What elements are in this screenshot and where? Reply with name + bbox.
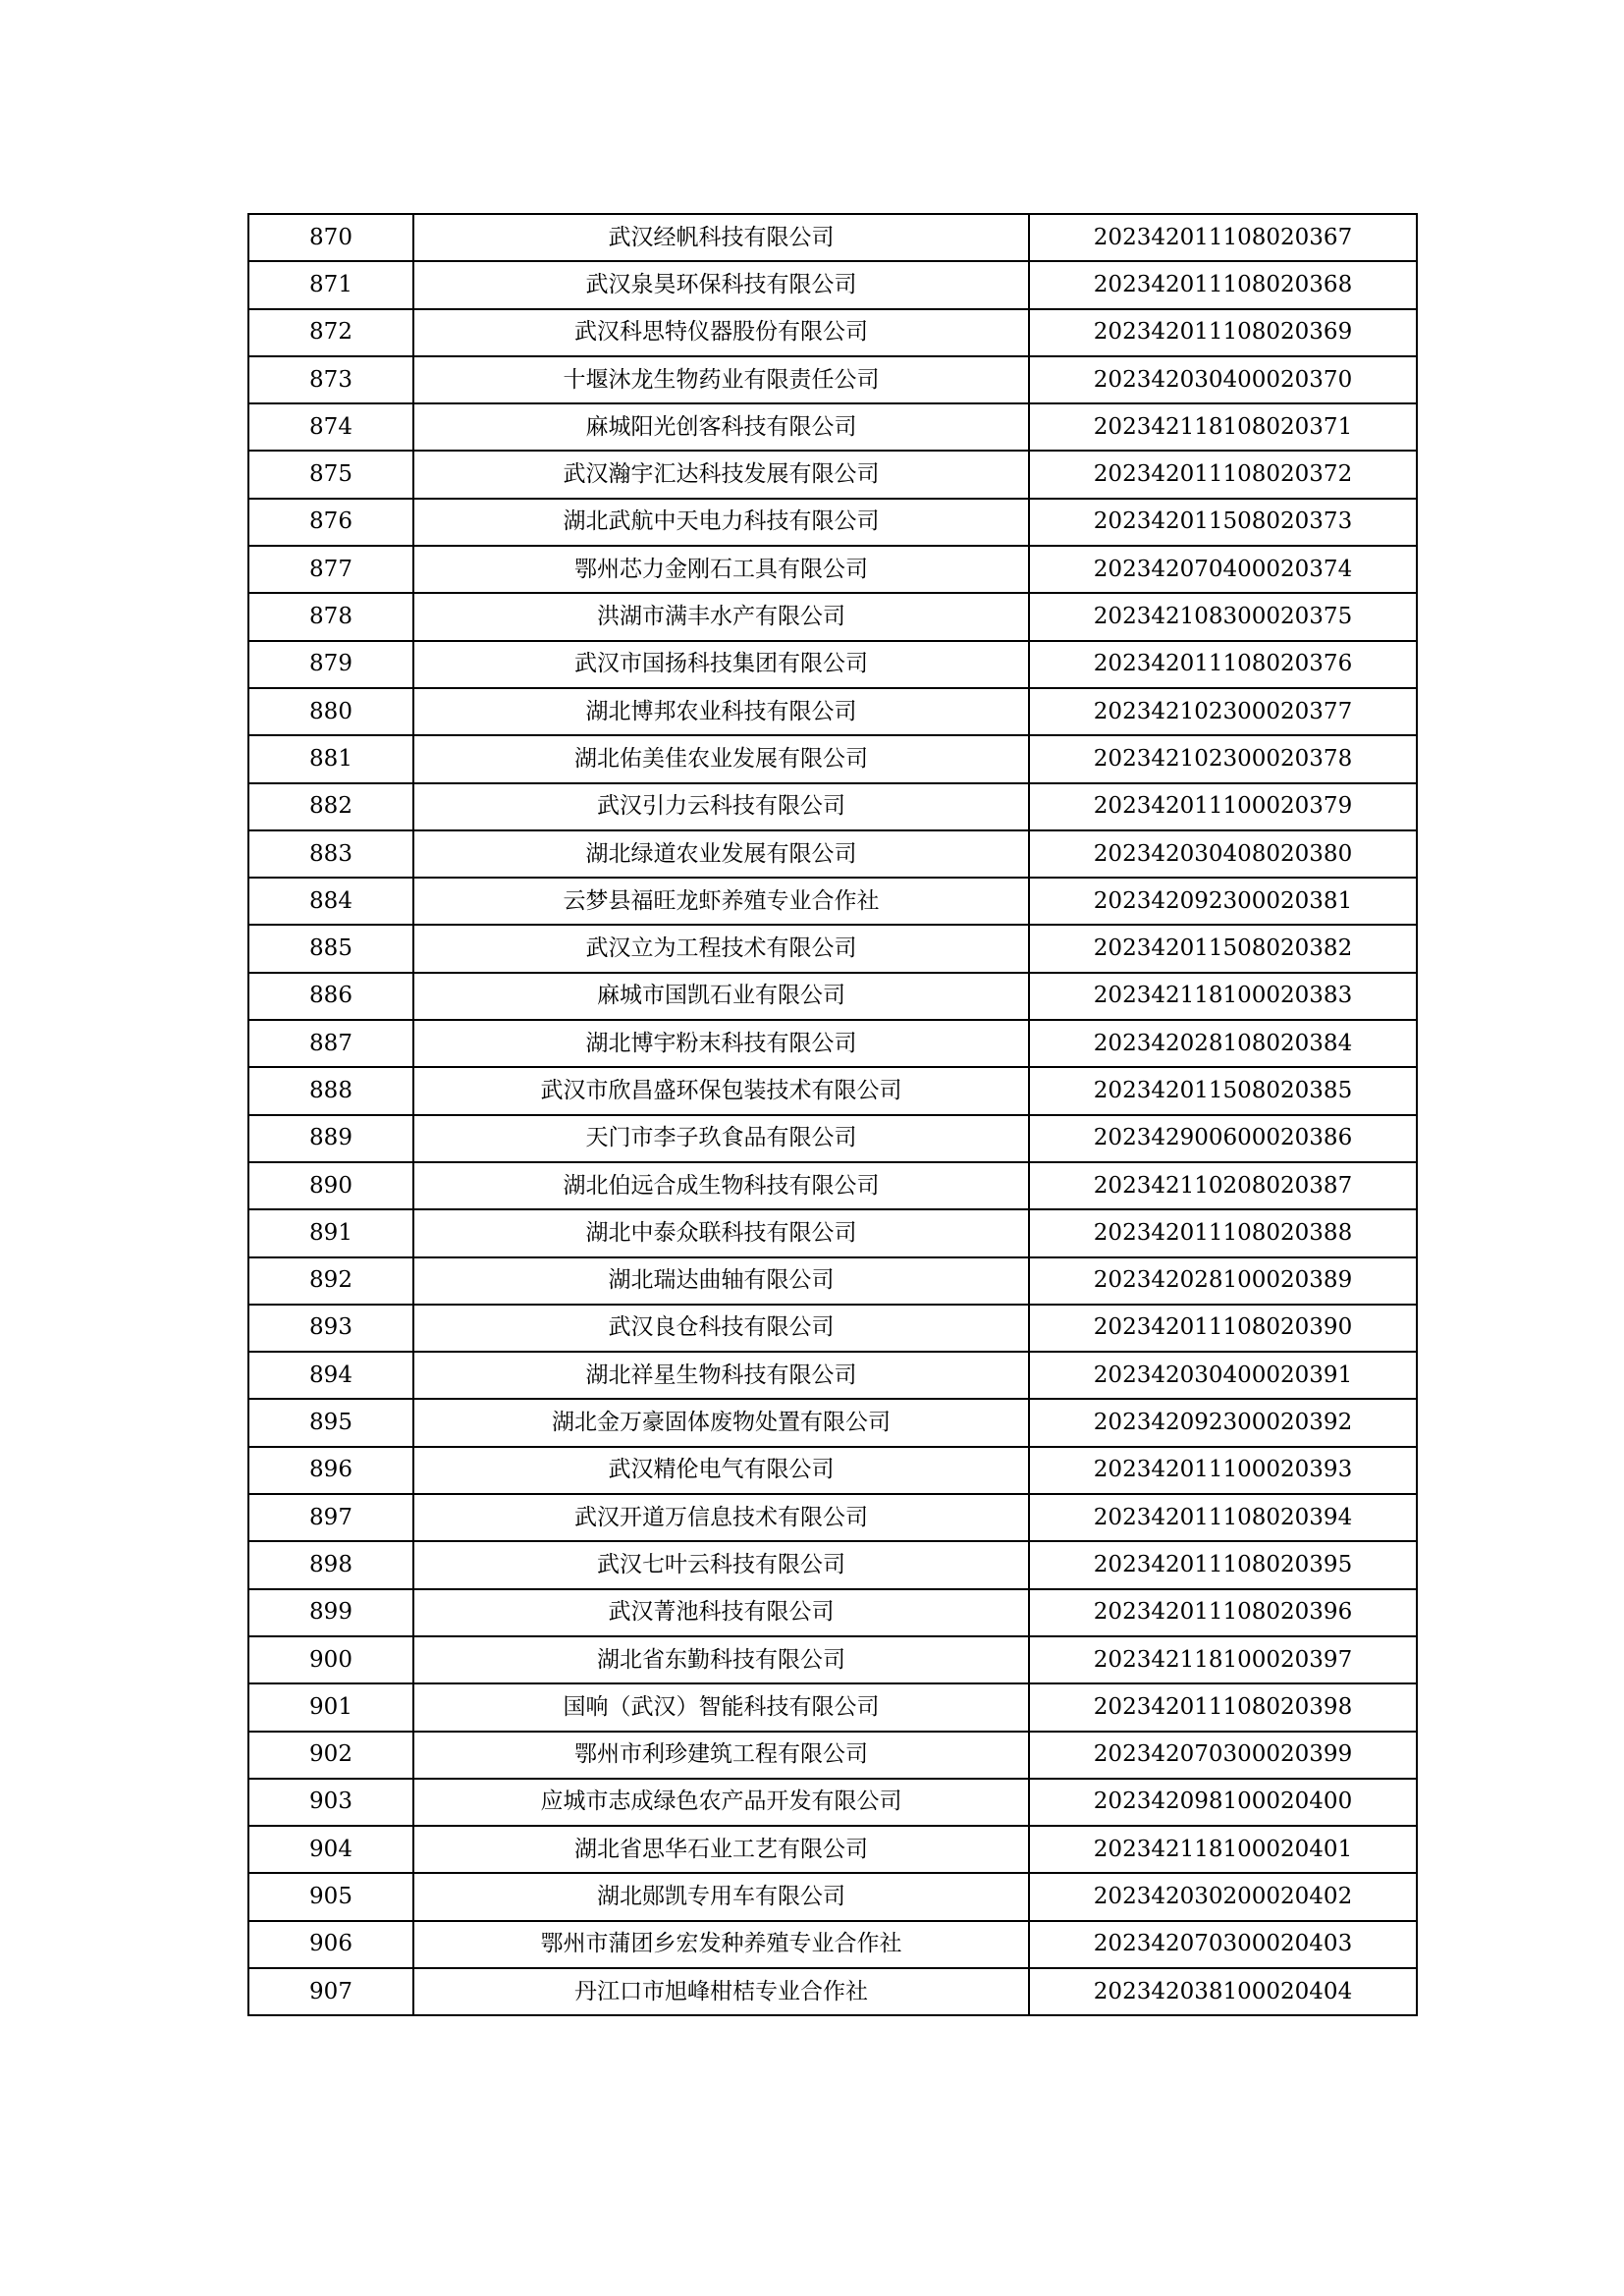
- table-row: [248, 356, 1417, 403]
- row-number-cell: 890: [248, 1162, 413, 1209]
- registration-code-cell: 202342118100020401: [1029, 1826, 1417, 1873]
- table-row: [248, 499, 1417, 546]
- company-name-cell: 武汉精伦电气有限公司: [413, 1447, 1029, 1494]
- row-number-cell: 896: [248, 1447, 413, 1494]
- registration-code-cell: 202342028100020389: [1029, 1257, 1417, 1305]
- company-name-cell: 十堰沐龙生物药业有限责任公司: [413, 356, 1029, 403]
- registration-code-cell: 202342092300020381: [1029, 878, 1417, 925]
- row-number-cell: 870: [248, 214, 413, 261]
- table-body: [248, 214, 1417, 2015]
- company-name-cell: 湖北瑞达曲轴有限公司: [413, 1257, 1029, 1305]
- registration-code-cell: 202342011100020393: [1029, 1447, 1417, 1494]
- registration-code-cell: 202342108300020375: [1029, 593, 1417, 640]
- table-row: [248, 261, 1417, 308]
- company-name-cell: 湖北郧凯专用车有限公司: [413, 1873, 1029, 1920]
- registration-code-cell: 202342118108020371: [1029, 403, 1417, 451]
- registration-code-cell: 202342011108020367: [1029, 214, 1417, 261]
- row-number-cell: 881: [248, 735, 413, 782]
- company-name-cell: 湖北金万豪固体废物处置有限公司: [413, 1399, 1029, 1446]
- row-number-cell: 888: [248, 1067, 413, 1114]
- table-row: [248, 309, 1417, 356]
- row-number-cell: 902: [248, 1732, 413, 1779]
- registration-code-cell: 202342011100020379: [1029, 783, 1417, 830]
- registration-code-cell: 202342011108020396: [1029, 1589, 1417, 1636]
- row-number-cell: 892: [248, 1257, 413, 1305]
- company-name-cell: 武汉开道万信息技术有限公司: [413, 1494, 1029, 1541]
- table-row: [248, 830, 1417, 878]
- company-name-cell: 丹江口市旭峰柑桔专业合作社: [413, 1968, 1029, 2015]
- company-name-cell: 武汉七叶云科技有限公司: [413, 1541, 1029, 1588]
- registration-code-cell: 202342102300020378: [1029, 735, 1417, 782]
- registration-code-cell: 202342011508020373: [1029, 499, 1417, 546]
- company-list-table: [247, 213, 1418, 2016]
- row-number-cell: 879: [248, 641, 413, 688]
- table-row: [248, 1352, 1417, 1399]
- company-name-cell: 鄂州芯力金刚石工具有限公司: [413, 546, 1029, 593]
- company-name-cell: 湖北祥星生物科技有限公司: [413, 1352, 1029, 1399]
- company-name-cell: 麻城市国凯石业有限公司: [413, 973, 1029, 1020]
- row-number-cell: 884: [248, 878, 413, 925]
- company-name-cell: 武汉良仓科技有限公司: [413, 1305, 1029, 1352]
- registration-code-cell: 202342011108020376: [1029, 641, 1417, 688]
- table-row: [248, 1209, 1417, 1256]
- company-name-cell: 湖北伯远合成生物科技有限公司: [413, 1162, 1029, 1209]
- row-number-cell: 874: [248, 403, 413, 451]
- table-row: [248, 1020, 1417, 1067]
- registration-code-cell: 202342011508020382: [1029, 925, 1417, 972]
- registration-code-cell: 202342070300020403: [1029, 1921, 1417, 1968]
- table-row: [248, 1257, 1417, 1305]
- row-number-cell: 886: [248, 973, 413, 1020]
- registration-code-cell: 202342030200020402: [1029, 1873, 1417, 1920]
- registration-code-cell: 202342118100020383: [1029, 973, 1417, 1020]
- row-number-cell: 897: [248, 1494, 413, 1541]
- table-row: [248, 1968, 1417, 2015]
- registration-code-cell: 202342038100020404: [1029, 1968, 1417, 2015]
- registration-code-cell: 202342011108020395: [1029, 1541, 1417, 1588]
- table-row: [248, 735, 1417, 782]
- company-name-cell: 湖北佑美佳农业发展有限公司: [413, 735, 1029, 782]
- registration-code-cell: 202342110208020387: [1029, 1162, 1417, 1209]
- row-number-cell: 894: [248, 1352, 413, 1399]
- table-row: [248, 783, 1417, 830]
- row-number-cell: 903: [248, 1779, 413, 1826]
- row-number-cell: 901: [248, 1683, 413, 1731]
- company-name-cell: 湖北中泰众联科技有限公司: [413, 1209, 1029, 1256]
- registration-code-cell: 202342102300020377: [1029, 688, 1417, 735]
- table-row: [248, 1162, 1417, 1209]
- registration-code-cell: 202342011108020398: [1029, 1683, 1417, 1731]
- company-name-cell: 武汉市欣昌盛环保包装技术有限公司: [413, 1067, 1029, 1114]
- company-name-cell: 湖北省东勤科技有限公司: [413, 1636, 1029, 1683]
- table-row: [248, 925, 1417, 972]
- company-name-cell: 鄂州市蒲团乡宏发种养殖专业合作社: [413, 1921, 1029, 1968]
- registration-code-cell: 202342011108020369: [1029, 309, 1417, 356]
- registration-code-cell: 202342098100020400: [1029, 1779, 1417, 1826]
- table-row: [248, 451, 1417, 498]
- company-name-cell: 云梦县福旺龙虾养殖专业合作社: [413, 878, 1029, 925]
- row-number-cell: 885: [248, 925, 413, 972]
- row-number-cell: 877: [248, 546, 413, 593]
- table-row: [248, 1779, 1417, 1826]
- registration-code-cell: 202342011508020385: [1029, 1067, 1417, 1114]
- registration-code-cell: 202342030400020391: [1029, 1352, 1417, 1399]
- registration-code-cell: 202342070400020374: [1029, 546, 1417, 593]
- table-row: [248, 1589, 1417, 1636]
- company-name-cell: 洪湖市满丰水产有限公司: [413, 593, 1029, 640]
- row-number-cell: 876: [248, 499, 413, 546]
- table-row: [248, 403, 1417, 451]
- company-name-cell: 天门市李子玖食品有限公司: [413, 1115, 1029, 1162]
- row-number-cell: 893: [248, 1305, 413, 1352]
- registration-code-cell: 202342011108020372: [1029, 451, 1417, 498]
- company-name-cell: 湖北省思华石业工艺有限公司: [413, 1826, 1029, 1873]
- table-row: [248, 641, 1417, 688]
- table-row: [248, 1683, 1417, 1731]
- row-number-cell: 873: [248, 356, 413, 403]
- table-row: [248, 878, 1417, 925]
- table-row: [248, 214, 1417, 261]
- table-row: [248, 1873, 1417, 1920]
- company-name-cell: 武汉菁池科技有限公司: [413, 1589, 1029, 1636]
- company-name-cell: 湖北博宇粉末科技有限公司: [413, 1020, 1029, 1067]
- registration-code-cell: 202342011108020388: [1029, 1209, 1417, 1256]
- row-number-cell: 900: [248, 1636, 413, 1683]
- registration-code-cell: 202342011108020390: [1029, 1305, 1417, 1352]
- registration-code-cell: 202342011108020368: [1029, 261, 1417, 308]
- company-name-cell: 湖北绿道农业发展有限公司: [413, 830, 1029, 878]
- table-row: [248, 1399, 1417, 1446]
- company-name-cell: 湖北博邦农业科技有限公司: [413, 688, 1029, 735]
- row-number-cell: 891: [248, 1209, 413, 1256]
- row-number-cell: 889: [248, 1115, 413, 1162]
- table-row: [248, 1115, 1417, 1162]
- row-number-cell: 871: [248, 261, 413, 308]
- row-number-cell: 875: [248, 451, 413, 498]
- company-name-cell: 鄂州市利珍建筑工程有限公司: [413, 1732, 1029, 1779]
- table-row: [248, 1826, 1417, 1873]
- row-number-cell: 895: [248, 1399, 413, 1446]
- company-name-cell: 武汉立为工程技术有限公司: [413, 925, 1029, 972]
- table-row: [248, 973, 1417, 1020]
- table-row: [248, 1447, 1417, 1494]
- row-number-cell: 899: [248, 1589, 413, 1636]
- company-name-cell: 武汉瀚宇汇达科技发展有限公司: [413, 451, 1029, 498]
- registration-code-cell: 202342070300020399: [1029, 1732, 1417, 1779]
- row-number-cell: 907: [248, 1968, 413, 2015]
- registration-code-cell: 202342030408020380: [1029, 830, 1417, 878]
- row-number-cell: 906: [248, 1921, 413, 1968]
- table-row: [248, 1067, 1417, 1114]
- company-name-cell: 湖北武航中天电力科技有限公司: [413, 499, 1029, 546]
- row-number-cell: 880: [248, 688, 413, 735]
- row-number-cell: 904: [248, 1826, 413, 1873]
- company-name-cell: 应城市志成绿色农产品开发有限公司: [413, 1779, 1029, 1826]
- company-name-cell: 武汉科思特仪器股份有限公司: [413, 309, 1029, 356]
- company-name-cell: 武汉市国扬科技集团有限公司: [413, 641, 1029, 688]
- registration-code-cell: 202342118100020397: [1029, 1636, 1417, 1683]
- table-row: [248, 593, 1417, 640]
- registration-code-cell: 202342011108020394: [1029, 1494, 1417, 1541]
- company-name-cell: 国响（武汉）智能科技有限公司: [413, 1683, 1029, 1731]
- row-number-cell: 905: [248, 1873, 413, 1920]
- row-number-cell: 887: [248, 1020, 413, 1067]
- table-row: [248, 1732, 1417, 1779]
- registration-code-cell: 202342030400020370: [1029, 356, 1417, 403]
- company-name-cell: 麻城阳光创客科技有限公司: [413, 403, 1029, 451]
- table-row: [248, 1494, 1417, 1541]
- row-number-cell: 872: [248, 309, 413, 356]
- company-name-cell: 武汉引力云科技有限公司: [413, 783, 1029, 830]
- row-number-cell: 898: [248, 1541, 413, 1588]
- table-row: [248, 1636, 1417, 1683]
- row-number-cell: 883: [248, 830, 413, 878]
- company-name-cell: 武汉经帆科技有限公司: [413, 214, 1029, 261]
- table-row: [248, 1921, 1417, 1968]
- registration-code-cell: 202342092300020392: [1029, 1399, 1417, 1446]
- table-row: [248, 1305, 1417, 1352]
- registration-code-cell: 202342028108020384: [1029, 1020, 1417, 1067]
- row-number-cell: 882: [248, 783, 413, 830]
- row-number-cell: 878: [248, 593, 413, 640]
- table-row: [248, 688, 1417, 735]
- table-row: [248, 546, 1417, 593]
- company-name-cell: 武汉泉昊环保科技有限公司: [413, 261, 1029, 308]
- registration-code-cell: 202342900600020386: [1029, 1115, 1417, 1162]
- table-row: [248, 1541, 1417, 1588]
